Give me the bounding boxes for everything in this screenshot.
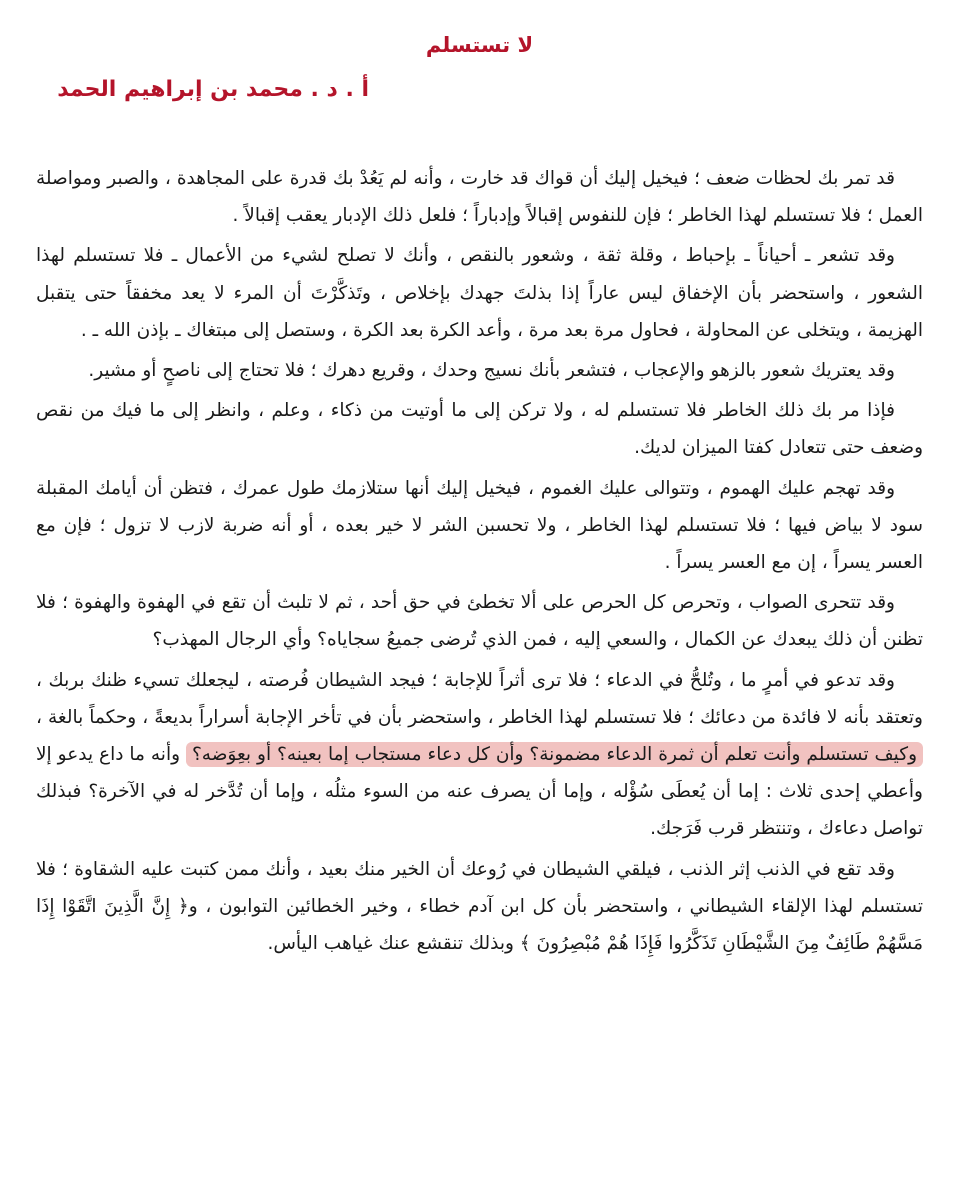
paragraph-7-before: وقد تدعو في أمرٍ ما ، وتُلحُّ في الدعاء ؛ فلا ترى أثراً للإجابة ؛ فيجد الشيطان فُرصته ، ليجعلك تسيء ظنك بربك ، وتعتقد بأنه لا فائدة من دعائك ؛ فلا تستسلم لهذا الخاطر ، واستحضر بأن في تأخر الإجابة أسراراً بديعةً ، وحكماً بالغة ،	[36, 669, 923, 728]
article-title: لا تستسلم	[425, 33, 534, 57]
article-body	[36, 160, 923, 965]
paragraph-7	[36, 662, 923, 848]
paragraph-1: قد تمر بك لحظات ضعف ؛ فيخيل إليك أن قواك قد خارت ، وأنه لم يَعُدْ بك قدرة على المجاهدة ، والصبر ومواصلة العمل ؛ فلا تستسلم لهذا الخاطر ؛ فإن للنفوس إقبالاً وإدباراً ؛ فلعل ذلك الإدبار يعقب إقبالاً .	[36, 168, 923, 227]
paragraph-7-after: وأنه ما داع يدعو إلا وأعطي إحدى ثلاث : إما أن يُعطَى سُؤْله ، وإما أن يصرف عنه من السوء مثلُه ، وإما أن تُدَّخر له في الآخرة؟ فبذلك تواصل دعاءك ، وتنتظر قرب فَرَجك.	[36, 744, 923, 840]
paragraph-5: وقد تهجم عليك الهموم ، وتتوالى عليك الغموم ، فيخيل إليك أنها ستلازمك طول عمرك ، فتظن أن أيامك المقبلة سود لا بياض فيها ؛ فلا تستسلم لهذا الخاطر ، ولا تحسبن الشر لا خير بعده ، أو أنه ضربة لازب لا تزول ؛ فإن مع العسر يسراً ، إن مع العسر يسراً .	[36, 477, 923, 574]
paragraph-4: فإذا مر بك ذلك الخاطر فلا تستسلم له ، ولا تركن إلى ما أوتيت من ذكاء ، وعلم ، وانظر إلى ما فيك من نقص وضعف حتى تتعادل كفتا الميزان لديك.	[36, 400, 923, 459]
article-author: أ . د . محمد بن إبراهيم الحمد	[57, 77, 369, 102]
highlighted-sentence: وكيف تستسلم وأنت تعلم أن ثمرة الدعاء مضمونة؟ وأن كل دعاء مستجاب إما بعينه؟ أو بعِوَضه؟	[186, 742, 923, 767]
paragraph-3: وقد يعتريك شعور بالزهو والإعجاب ، فتشعر بأنك نسيج وحدك ، وقريع دهرك ؛ فلا تحتاج إلى ناصحٍ أو مشير.	[88, 360, 895, 382]
paragraph-2: وقد تشعر ـ أحياناً ـ بإحباط ، وقلة ثقة ، وشعور بالنقص ، وأنك لا تصلح لشيء من الأعمال ـ فلا تستسلم لهذا الشعور ، واستحضر بأن الإخفاق ليس عاراً إذا بذلتَ جهدك بإخلاص ، وتَذكَّرْتَ أن المرء لا يعد مخفقاً حتى يتقبل الهزيمة ، ويتخلى عن المحاولة ، فحاول مرة بعد مرة ، وأعد الكرة بعد الكرة ، وستصل إلى مبتغاك ـ بإذن الله ـ .	[36, 245, 923, 341]
paragraph-8: وقد تقع في الذنب إثر الذنب ، فيلقي الشيطان في رُوعك أن الخير منك بعيد ، وأنك ممن كتبت عليه الشقاوة ؛ فلا تستسلم لهذا الإلقاء الشيطاني ، واستحضر بأن كل ابن آدم خطاء ، وخير الخطائين التوابون ، و﴿ إِنَّ الَّذِينَ اتَّقَوْا إِذَا مَسَّهُمْ طَائِفٌ مِنَ الشَّيْطَانِ تَذَكَّرُوا فَإِذَا هُمْ مُبْصِرُونَ ﴾ وبذلك تنقشع عنك غياهب اليأس.	[36, 858, 923, 955]
paragraph-6: وقد تتحرى الصواب ، وتحرص كل الحرص على ألا تخطئ في حق أحد ، ثم لا تلبث أن تقع في الهفوة والهفوة ؛ فلا تظنن أن ذلك يبعدك عن الكمال ، والسعي إليه ، فمن الذي تُرضى جميعُ سجاياه؟ وأي الرجال المهذب؟	[36, 592, 923, 651]
